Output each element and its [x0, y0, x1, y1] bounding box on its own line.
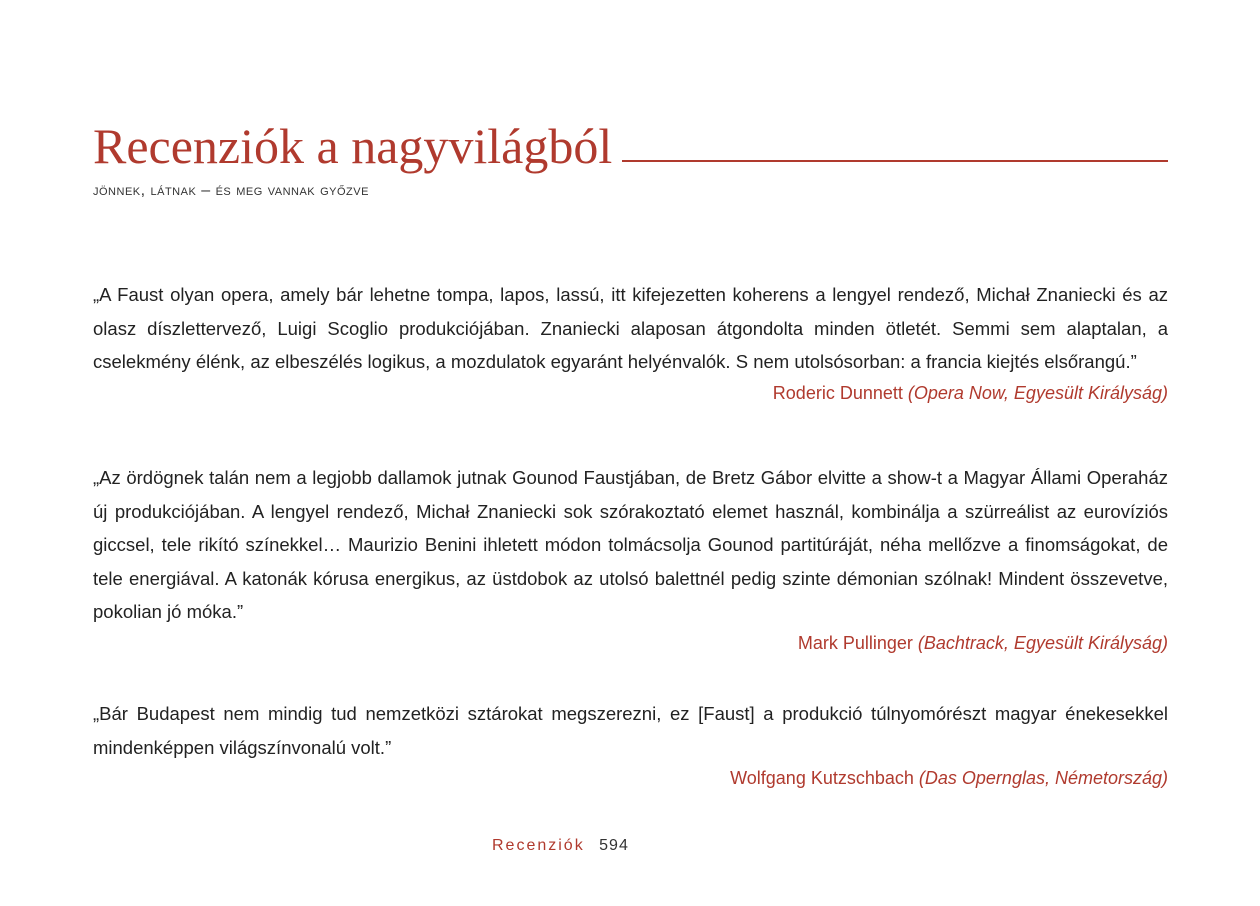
page-subtitle: jönnek, látnak – és meg vannak győzve [93, 182, 369, 199]
review-quote: „Az ördögnek talán nem a legjobb dallamok jutnak Gounod Faustjában, de Bretz Gábor elvitte a show-t a Magyar Állami Operaház új produkciójában. A lengyel rendező, Michał Znaniecki sok szórakoztató elemet használ, kombinálja a szürreálist az eurovíziós giccsel, tele rikító színekkel… Maurizio Benini ihletett módon tolmácsolja Gounod partitúráját, néha mellőzve a finomságokat, de tele energiával. A katonák kórusa energikus, az üstdobok az utolsó balettnél pedig szinte démonian szólnak! Mindent összevetve, pokolian jó móka.” [93, 467, 1168, 622]
title-rule [622, 160, 1168, 162]
review-author: Mark Pullinger [797, 632, 913, 653]
review-item [93, 697, 1168, 807]
review-source: (Das Opernglas, Németország) [918, 768, 1168, 788]
title-row [93, 118, 1168, 174]
page-title: Recenziók a nagyvilágból [93, 118, 613, 174]
review-attribution [93, 629, 1168, 657]
review-item [93, 278, 1168, 461]
review-item [93, 461, 1168, 697]
review-source: (Bachtrack, Egyesült Királyság) [917, 632, 1168, 653]
review-author: Roderic Dunnett [772, 382, 903, 403]
review-source: (Opera Now, Egyesült Királyság) [907, 382, 1168, 403]
review-attribution [93, 379, 1168, 407]
review-quote: „A Faust olyan opera, amely bár lehetne tompa, lapos, lassú, itt kifejezetten koherens a lengyel rendező, Michał Znaniecki és az olasz díszlettervező, Luigi Scoglio produkciójában. Znaniecki alaposan átgondolta minden ötletét. Semmi sem alaptalan, a cselekmény élénk, az elbeszélés logikus, a mozdulatok egyaránt helyénvalók. S nem utolsósorban: a francia kiejtés elsőrangú.” [93, 284, 1168, 372]
reviews-list [93, 278, 1168, 807]
review-quote: „Bár Budapest nem mindig tud nemzetközi sztárokat megszerezni, ez [Faust] a produkció túlnyomórészt magyar énekesekkel mindenképpen világszínvonalú volt.” [93, 703, 1168, 758]
review-attribution [93, 764, 1168, 792]
page-number: 594 [599, 837, 629, 854]
page-footer [492, 837, 629, 855]
footer-section-name: Recenziók [492, 837, 585, 854]
review-author: Wolfgang Kutzschbach [730, 768, 914, 788]
